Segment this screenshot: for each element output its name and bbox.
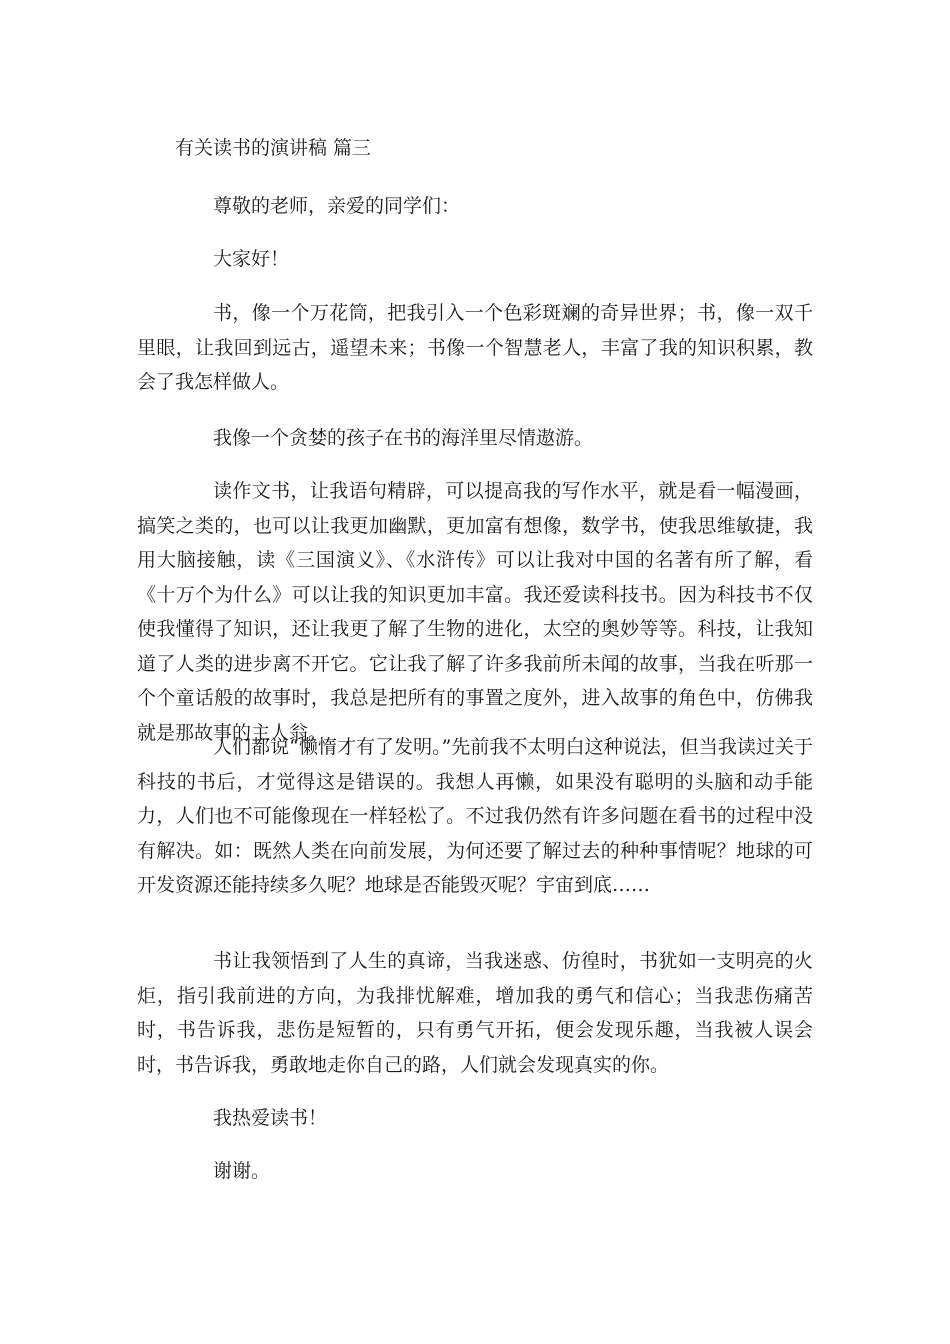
thanks: 谢谢。	[213, 1160, 271, 1182]
greeting: 大家好！	[213, 248, 290, 270]
paragraph-5: 书让我领悟到了人生的真谛，当我迷惑、仿徨时，书犹如一支明亮的火炬，指引我前进的方向，为我排忧解难，增加我的勇气和信心；当我悲伤痛苦时，书告诉我，悲伤是短暂的，只有勇气开拓，便会发现乐趣，当我被人误会时，书告诉我，勇敢地走你自己的路，人们就会发现真实的你。	[137, 950, 813, 1076]
closing-line: 我热爱读书！	[213, 1107, 328, 1129]
document-title: 有关读书的演讲稿 篇三	[175, 137, 372, 159]
salutation: 尊敬的老师，亲爱的同学们：	[213, 195, 461, 217]
paragraph-3: 读作文书，让我语句精辟，可以提高我的写作水平，就是看一幅漫画，搞笑之类的，也可以让我更加幽默，更加富有想像，数学书，使我思维敏捷，我用大脑接触，读《三国演义》、《水浒传》可以让我对中国的名著有所了解，看《十万个为什么》可以让我的知识更加丰富。我还爱读科技书。因为科技书不仅使我懂得了知识，还让我更了解了生物的进化，太空的奥妙等等。科技，让我知道了人类的进步离不开它。它让我了解了许多我前所未闻的故事，当我在听那一个个童话般的故事时，我总是把所有的事置之度外，进入故事的角色中，仿佛我就是那故事的主人翁。	[137, 480, 813, 744]
paragraph-4: 人们都说“懒惰才有了发明。”先前我不太明白这种说法，但当我读过关于科技的书后，才觉得这是错误的。我想人再懒，如果没有聪明的头脑和动手能力，人们也不可能像现在一样轻松了。不过我仍然有许多问题在看书的过程中没有解决。如：既然人类在向前发展，为何还要了解过去的种种事情呢？地球的可开发资源还能持续多久呢？地球是否能毁灭呢？宇宙到底……	[137, 736, 813, 896]
paragraph-2: 我像一个贪婪的孩子在书的海洋里尽情遨游。	[213, 427, 594, 449]
paragraph-1: 书，像一个万花筒，把我引入一个色彩斑斓的奇异世界；书，像一双千里眼，让我回到远古，遥望未来；书像一个智慧老人，丰富了我的知识积累，教会了我怎样做人。	[137, 302, 813, 393]
